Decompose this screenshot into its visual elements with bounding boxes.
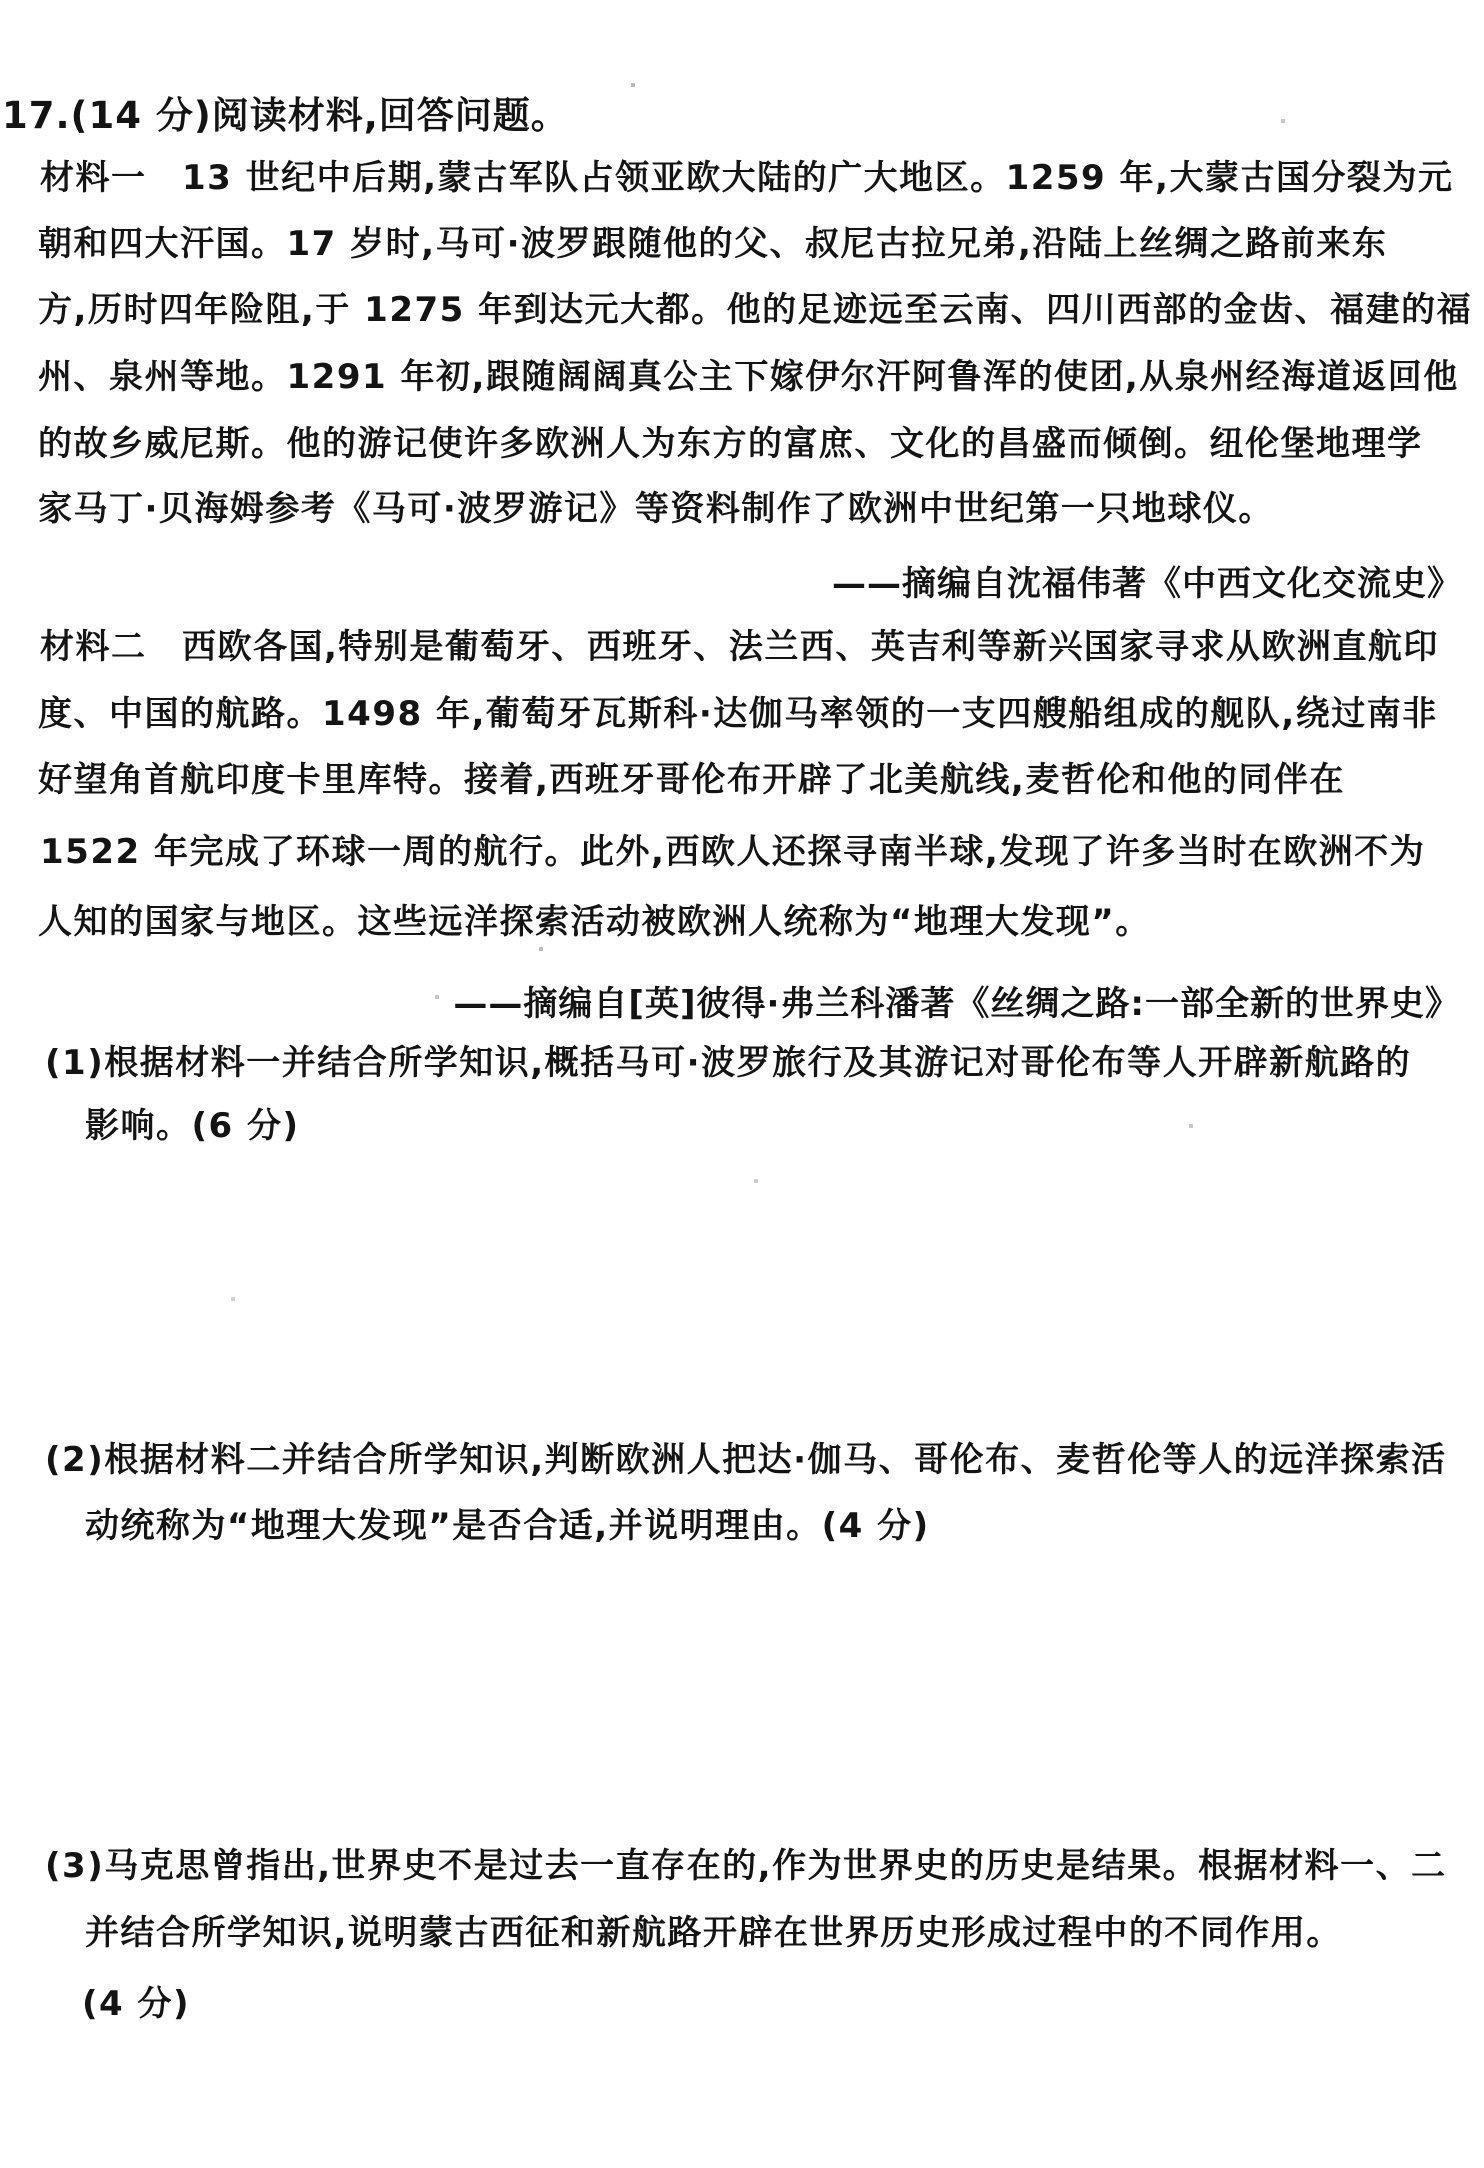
material-one-line-4: 州、泉州等地。1291 年初,跟随阔阔真公主下嫁伊尔汗阿鲁浑的使团,从泉州经海道返回他 <box>38 357 1459 397</box>
scan-noise-specks <box>0 0 2 2</box>
material-one-line-2: 朝和四大汗国。17 岁时,马可·波罗跟随他的父、叔尼古拉兄弟,沿陆上丝绸之路前来东 <box>38 224 1388 264</box>
material-two-source: ——摘编自[英]彼得·弗兰科潘著《丝绸之路:一部全新的世界史》 <box>453 984 1460 1024</box>
sub-question-1-line-2: 影响。(6 分) <box>85 1106 300 1146</box>
sub-question-3-line-2: 并结合所学知识,说明蒙古西征和新航路开辟在世界历史形成过程中的不同作用。 <box>85 1913 1342 1953</box>
material-two-line-2: 度、中国的航路。1498 年,葡萄牙瓦斯科·达伽马率领的一支四艘船组成的舰队,绕过南非 <box>38 694 1438 734</box>
sub-question-2-line-1: (2)根据材料二并结合所学知识,判断欧洲人把达·伽马、哥伦布、麦哲伦等人的远洋探索活 <box>45 1440 1447 1480</box>
material-two-line-3: 好望角首航印度卡里库特。接着,西班牙哥伦布开辟了北美航线,麦哲伦和他的同伴在 <box>38 760 1345 800</box>
sub-question-2-line-2: 动统称为“地理大发现”是否合适,并说明理由。(4 分) <box>85 1506 930 1546</box>
material-one-source: ——摘编自沈福伟著《中西文化交流史》 <box>832 564 1462 604</box>
material-one-line-3: 方,历时四年险阻,于 1275 年到达元大都。他的足迹远至云南、四川西部的金齿、福建的福 <box>38 290 1473 330</box>
material-two-line-1: 材料二 西欧各国,特别是葡萄牙、西班牙、法兰西、英吉利等新兴国家寻求从欧洲直航印 <box>40 627 1439 667</box>
material-one-line-1: 材料一 13 世纪中后期,蒙古军队占领亚欧大陆的广大地区。1259 年,大蒙古国分裂为元 <box>40 158 1454 198</box>
sub-question-3-line-3: (4 分) <box>82 1984 191 2024</box>
material-two-line-5: 人知的国家与地区。这些远洋探索活动被欧洲人统称为“地理大发现”。 <box>38 902 1151 942</box>
sub-question-3-line-1: (3)马克思曾指出,世界史不是过去一直存在的,作为世界史的历史是结果。根据材料一、二 <box>45 1846 1447 1886</box>
material-two-line-4: 1522 年完成了环球一周的航行。此外,西欧人还探寻南半球,发现了许多当时在欧洲不为 <box>40 832 1426 872</box>
material-one-line-6: 家马丁·贝海姆参考《马可·波罗游记》等资料制作了欧洲中世纪第一只地球仪。 <box>38 489 1274 529</box>
question-17-header: 17.(14 分)阅读材料,回答问题。 <box>2 94 569 137</box>
sub-question-1-line-1: (1)根据材料一并结合所学知识,概括马可·波罗旅行及其游记对哥伦布等人开辟新航路的 <box>45 1043 1412 1083</box>
material-one-line-5: 的故乡威尼斯。他的游记使许多欧洲人为东方的富庶、文化的昌盛而倾倒。纽伦堡地理学 <box>38 424 1423 464</box>
